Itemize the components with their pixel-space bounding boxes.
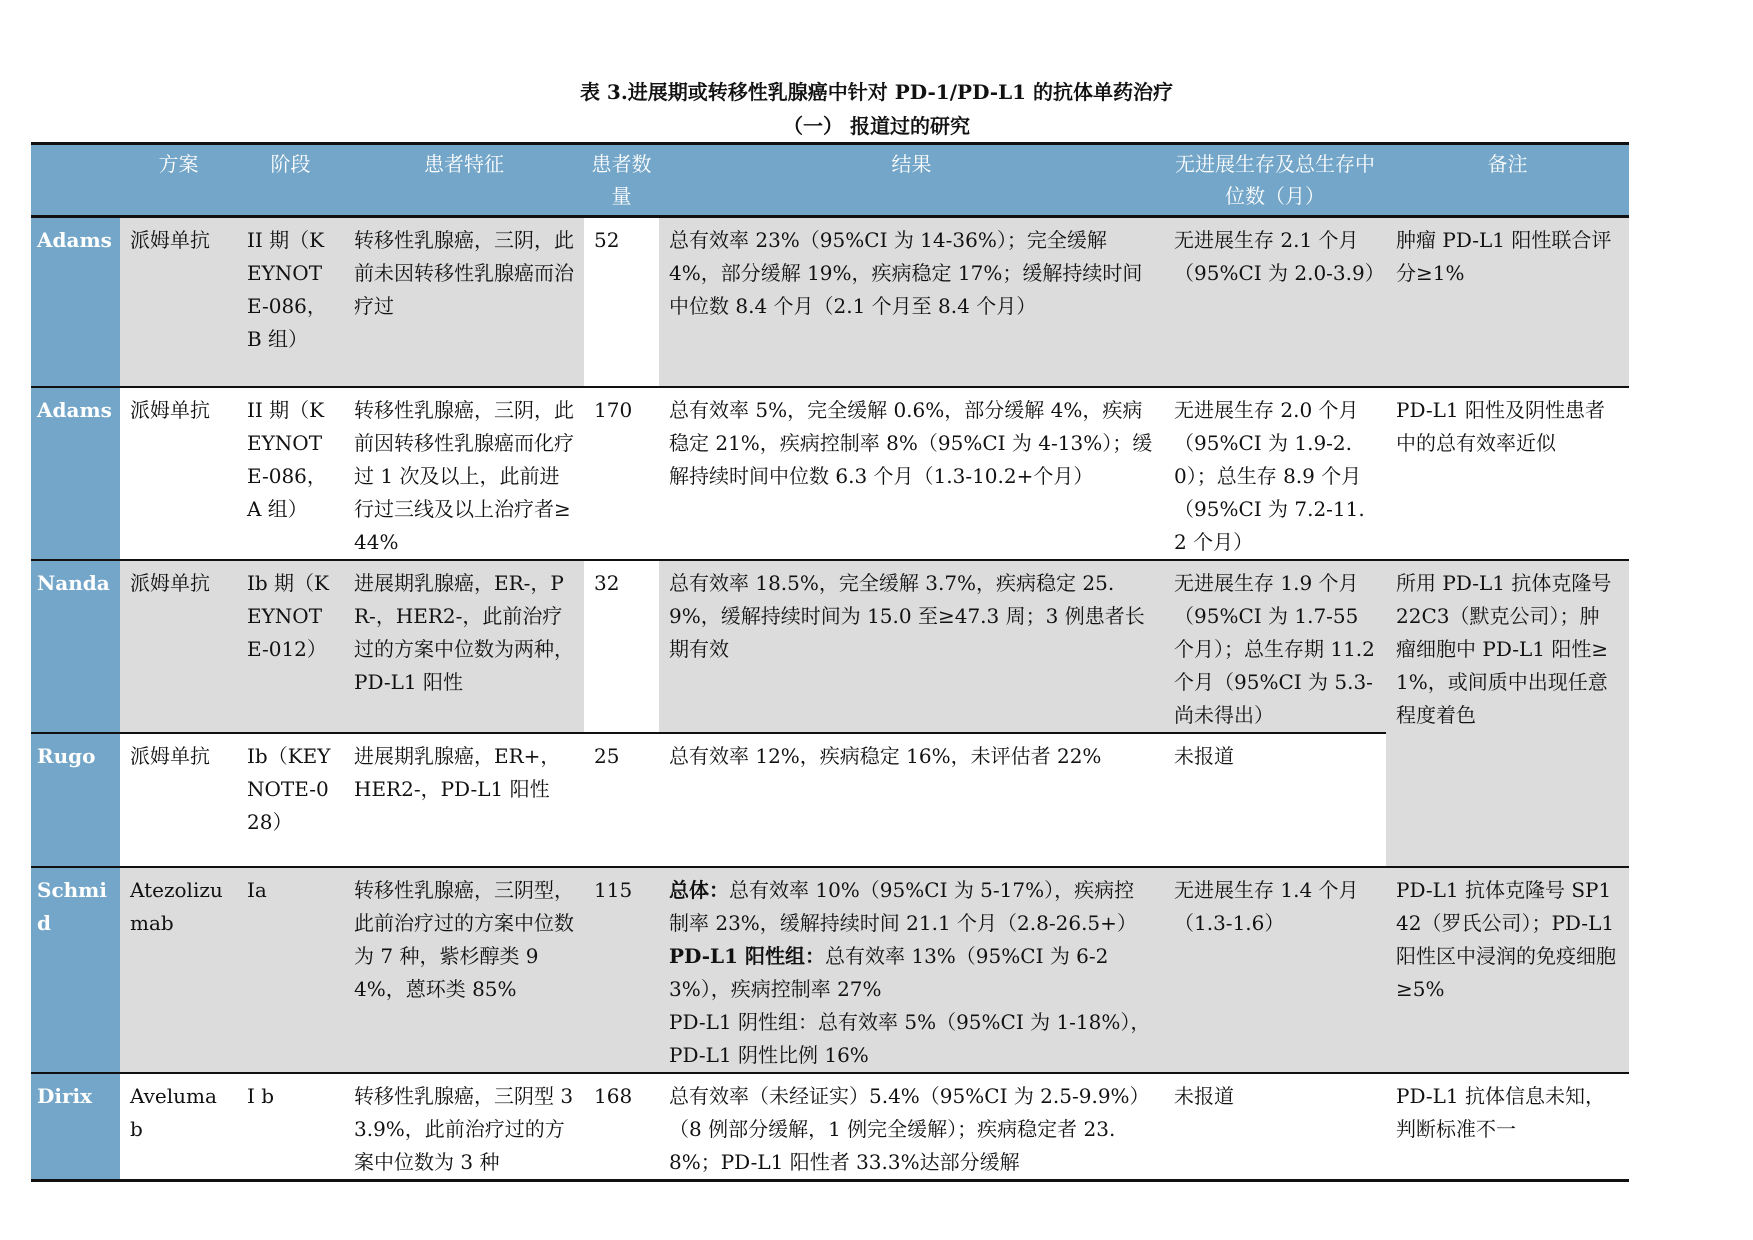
table-row: [31, 560, 1629, 733]
results-cell: 总有效率 5%，完全缓解 0.6%，部分缓解 4%，疾病稳定 21%，疾病控制率 8%（95%CI 为 4-13%）；缓解持续时间中位数 6.3 个月（1.3-10.2+个月）: [659, 387, 1164, 560]
pfs-os-cell: 无进展生存 2.0 个月（95%CI 为 1.9-2.0）；总生存 8.9 个月（95%CI 为 7.2-11.2 个月）: [1164, 387, 1386, 560]
table-row: [31, 867, 1629, 1073]
phase-cell: II 期（KEYNOTE-086，A 组）: [237, 387, 344, 560]
notes-cell: 所用 PD-L1 抗体克隆号 22C3（默克公司）；肿瘤细胞中 PD-L1 阳性≥1%，或间质中出现任意程度着色: [1386, 560, 1629, 867]
results-cell: 总有效率（未经证实）5.4%（95%CI 为 2.5-9.9%）（8 例部分缓解，1 例完全缓解）；疾病稳定者 23.8%；PD-L1 阳性者 33.3%达部分缓解: [659, 1073, 1164, 1181]
regimen-cell: 派姆单抗: [120, 387, 237, 560]
results-cell: [659, 867, 1164, 1073]
pfs-os-cell: 未报道: [1164, 733, 1386, 867]
characteristics-cell: 转移性乳腺癌，三阴型，此前治疗过的方案中位数为 7 种，紫杉醇类 94%，蒽环类 85%: [344, 867, 584, 1073]
characteristics-cell: 转移性乳腺癌，三阴，此前未因转移性乳腺癌而治疗过: [344, 217, 584, 387]
pfs-os-cell: 未报道: [1164, 1073, 1386, 1181]
phase-cell: II 期（KEYNOTE-086，B 组）: [237, 217, 344, 387]
header-characteristics: 患者特征: [344, 144, 584, 217]
author-cell: Schmid: [31, 867, 120, 1073]
count-cell: 25: [584, 733, 659, 867]
characteristics-cell: 转移性乳腺癌，三阴型 33.9%，此前治疗过的方案中位数为 3 种: [344, 1073, 584, 1181]
results-positive-label: PD-L1 阳性组：: [669, 943, 825, 968]
regimen-cell: 派姆单抗: [120, 733, 237, 867]
results-overall-label: 总体：: [669, 877, 729, 902]
phase-cell: Ia: [237, 867, 344, 1073]
author-cell: Adams: [31, 217, 120, 387]
pfs-os-cell: 无进展生存 1.4 个月（1.3-1.6）: [1164, 867, 1386, 1073]
author-cell: Rugo: [31, 733, 120, 867]
table-header-row: [31, 144, 1629, 217]
notes-cell: 肿瘤 PD-L1 阳性联合评分≥1%: [1386, 217, 1629, 387]
regimen-cell: Atezolizumab: [120, 867, 237, 1073]
header-phase: 阶段: [237, 144, 344, 217]
header-pfs-os: 无进展生存及总生存中位数（月）: [1164, 144, 1386, 217]
table-row: [31, 217, 1629, 387]
pfs-os-cell: 无进展生存 1.9 个月（95%CI 为 1.7-55 个月）；总生存期 11.2 个月（95%CI 为 5.3-尚未得出）: [1164, 560, 1386, 733]
table-row: [31, 1073, 1629, 1181]
count-cell: 168: [584, 1073, 659, 1181]
regimen-cell: Avelumab: [120, 1073, 237, 1181]
results-negative-text: PD-L1 阴性组：总有效率 5%（95%CI 为 1-18%），PD-L1 阴性比例 16%: [669, 1009, 1151, 1067]
table-row: [31, 387, 1629, 560]
phase-cell: I b: [237, 1073, 344, 1181]
results-overall-text: 总有效率 10%（95%CI 为 5-17%），疾病控制率 23%，缓解持续时间 21.1 个月（2.8-26.5+）: [669, 877, 1137, 935]
notes-cell: PD-L1 抗体信息未知，判断标准不一: [1386, 1073, 1629, 1181]
author-cell: Nanda: [31, 560, 120, 733]
count-cell: 32: [584, 560, 659, 733]
count-cell: 170: [584, 387, 659, 560]
table-title: 表 3.进展期或转移性乳腺癌中针对 PD-1/PD-L1 的抗体单药治疗: [579, 80, 1174, 104]
results-cell: 总有效率 12%，疾病稳定 16%，未评估者 22%: [659, 733, 1164, 867]
header-regimen: 方案: [120, 144, 237, 217]
header-notes: 备注: [1386, 144, 1629, 217]
table-subtitle: （一） 报道过的研究: [783, 114, 970, 138]
characteristics-cell: 进展期乳腺癌，ER-，PR-，HER2-，此前治疗过的方案中位数为两种，PD-L1 阳性: [344, 560, 584, 733]
header-results: 结果: [659, 144, 1164, 217]
header-count: 患者数量: [584, 144, 659, 217]
notes-cell: PD-L1 抗体克隆号 SP142（罗氏公司）；PD-L1 阳性区中浸润的免疫细胞≥5%: [1386, 867, 1629, 1073]
results-cell: 总有效率 23%（95%CI 为 14-36%）；完全缓解 4%，部分缓解 19%，疾病稳定 17%；缓解持续时间中位数 8.4 个月（2.1 个月至 8.4 个月）: [659, 217, 1164, 387]
author-cell: Adams: [31, 387, 120, 560]
results-cell: 总有效率 18.5%，完全缓解 3.7%，疾病稳定 25.9%，缓解持续时间为 15.0 至≥47.3 周；3 例患者长期有效: [659, 560, 1164, 733]
regimen-cell: 派姆单抗: [120, 560, 237, 733]
characteristics-cell: 进展期乳腺癌，ER+，HER2-，PD-L1 阳性: [344, 733, 584, 867]
author-cell: Dirix: [31, 1073, 120, 1181]
phase-cell: Ib（KEYNOTE-028）: [237, 733, 344, 867]
count-cell: 115: [584, 867, 659, 1073]
pfs-os-cell: 无进展生存 2.1 个月（95%CI 为 2.0-3.9）: [1164, 217, 1386, 387]
count-cell: 52: [584, 217, 659, 387]
phase-cell: Ib 期（KEYNOTE-012）: [237, 560, 344, 733]
results-positive-text: 总有效率 13%（95%CI 为 6-23%），疾病控制率 27%: [669, 943, 1109, 1001]
regimen-cell: 派姆单抗: [120, 217, 237, 387]
notes-cell: PD-L1 阳性及阴性患者中的总有效率近似: [1386, 387, 1629, 560]
header-author: [31, 144, 120, 217]
characteristics-cell: 转移性乳腺癌，三阴，此前因转移性乳腺癌而化疗过 1 次及以上，此前进行过三线及以上治疗者≥44%: [344, 387, 584, 560]
studies-table: [31, 142, 1629, 1182]
